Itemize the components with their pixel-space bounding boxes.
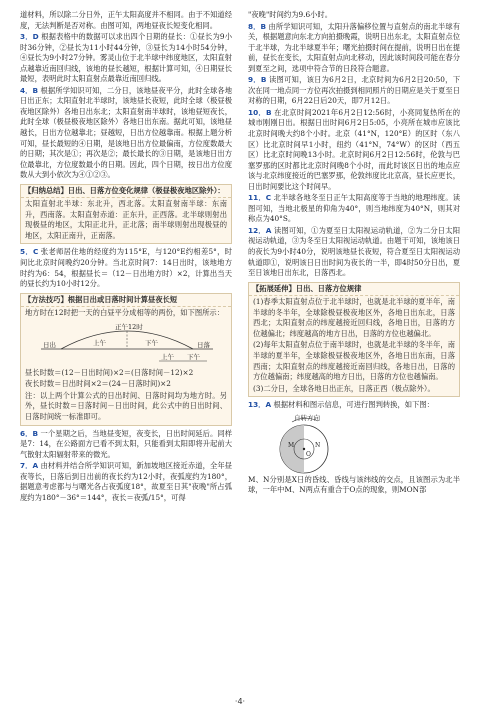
answer-text: 一个星期之后，当地昼变短，夜变长，日出时间延后。同样是7：14，在公路面方已看不到太阳，只能看到太阳即将升起前大气散射太阳辐射带来的微光。 [20, 428, 233, 459]
answer-10 [248, 108, 460, 192]
paragraph: 道材料，所以除二分日外，正午太阳高度并不相同。由于不知道经度，无法判断是否对称。由图可知，两地昼夜长短变化相同。 [20, 10, 232, 30]
sunrise-label: 日出 [43, 340, 56, 349]
answer-text: 读图可知，①为夏至日太阳视运动轨道，②为二分日太阳视运动轨道，③为冬至日太阳视运动轨道。由题干可知，该地该日的夜长为9小时40分，说明该地昼长夜短，符合夏至日太阳视运动轨道即①，说明该日日出时间为夜长的一半，即4时50分日出，夏至日该地日出东北，日落西北。 [248, 225, 460, 278]
method-box-intro: 地方时在12时把一天的白昼平分成相等的两份，如下图所示： [25, 308, 225, 318]
sunset-label: 日落 [197, 340, 210, 349]
document-page [20, 10, 460, 696]
method-box-title: 【方法技巧】根据日出或日落时间计算昼夜长短 [21, 294, 231, 308]
answer-text: 根据表格中的数据可以求出四个日期的昼长：①昼长为9小时36分钟，②昼长为11小时44分钟，③昼长为14小时54分钟，④昼长为9小时27分钟。雾灵山位于北半球中纬度地区，太阳直射点越靠近南回归线，该地的昼长越短，根据计算可知，④日期昼长最短，表明此时太阳直射点最靠近南回归线。 [20, 32, 232, 84]
extension-rule-1: (1)春季太阳直射点位于北半球时，也就是北半球的夏半年，南半球的冬半年，全球除极昼极夜地区外，各地日出东北，日落西北；太阳直射点的纬度越接近回归线，各地日出，日落的方位越偏北；纬度越高的地方日出，日落的方位也越偏北。 [253, 297, 455, 338]
method-note: 注：以上两个计算公式的日出时间、日落时间均为地方时。另外，昼长时数＝日落时间－日出时间，此公式中的日出时间、日落时间统一标准即可。 [25, 390, 227, 421]
answer-number: 5．C [20, 247, 39, 257]
answer-5 [20, 247, 232, 289]
answer-text: 读图可知，该日为6月2日，北京时间为6月2日20:50，下次在同一地点同一方位再次拍摄到相同照片的日期应是关于夏至日对称的日期，6月22日后20天，即7月12日。 [248, 75, 461, 106]
answer-text: 由材料并结合所学知识可知，新加坡地区接近赤道，全年昼夜等长，日落后到日出前的夜长约为12小时，夜弧度约为180°，据题意考虑都与与曙光各占夜弧度18°，故夏至日其"夜晚"所占弧度约为180°－36°＝144°，夜长＝夜弧/15°，可得 [20, 461, 232, 502]
am-label-2: 上午 [161, 352, 174, 361]
paragraph-end: M、N分别是X日的昏线、昏线与该纬线的交点，且该图示为北半球，一年中M、N两点有重合于O点的现象，则MON部 [248, 474, 460, 495]
answer-9 [248, 75, 460, 107]
point-n-label: N [315, 441, 321, 449]
answer-number: 12．A [248, 225, 272, 235]
pm-label-2: 下午 [187, 352, 200, 361]
answer-text: 由所学知识可知，太阳升落偏移位置与直射点的南北半球有关，根据题意向东北方向拍摄晚霞，说明日出东北，太阳直射点位于北半球，为北半球夏半年；曙光拍摄时间在提前，说明日出在提前，昼长在变长，太阳直射点向北移动，因此该时间段可能在春分到夏至之间，选项中符合节的日段符合题意。 [248, 21, 461, 73]
answer-12 [248, 226, 460, 279]
answer-6 [20, 429, 232, 461]
pm-label: 下午 [145, 338, 158, 347]
am-label: 上午 [93, 338, 106, 347]
left-column [20, 10, 232, 504]
answer-number: 13．A [248, 400, 272, 410]
answer-number: 6．B [20, 428, 39, 438]
extension-rule-3: (3)二分日，全球各地日出正东，日落正西（极点除外）。 [253, 383, 435, 393]
answer-number: 8．B [248, 21, 267, 31]
day-arc-diagram [21, 321, 233, 367]
method-box [20, 293, 232, 426]
center-point [303, 447, 305, 449]
answer-number: 10．B [248, 107, 272, 117]
rotation-direction-label: 自转方向 [294, 413, 320, 422]
answer-text: 张老师居住地的经度约为115°E，与120°E约相差5°，时间比北京时间晚约20分钟。当北京时间7：14日出时，该地地方时约为6：54，根据昼长＝（12－日出地方时）×2，计算出当天的昼长约为10小时12分。 [20, 247, 232, 289]
paragraph: "夜晚"时间约为9.6小时。 [248, 10, 332, 19]
globe-diagram [248, 413, 460, 475]
method-formula-1: 昼长时数＝(12－日出时间)×2＝(日落时间－12)×2 [25, 367, 194, 377]
extension-rule-2: (2)每年太阳直射点位于南半球时，也就是北半球的冬半年，南半球的夏半年，全球除极昼极夜地区外，各地日出东南，日落西南；太阳直射点的纬度越接近南回归线，各地日出，日落的方位越偏南；纬度越高的地方日出，日落的方位也越偏南。 [253, 340, 455, 382]
point-m-label: M [288, 441, 295, 449]
answer-7 [20, 461, 232, 503]
answer-text: 在北京时间2021年6月2日12:56时，小亮同复热所在的城市刚刚日出。根据日出时间6月2日5:05，小亮所在城市应该比北京时间晚大约8个小时。北京（41°N，120°E）的区时（东八区）比北京时间早1小时，纽约（41°N，74°W）的区时（西五区）比北京时间晚13小时。北京时间6月2日12:56时，伦敦与巴塞罗那的区时都比北京时间晚8个小时，而此时该区日出的地点应该与北京纬度接近的巴塞罗那，伦敦纬度比北京高，昼长应更长，日出时间要比这个时间早。 [248, 107, 461, 191]
answer-13 [248, 400, 460, 411]
answer-text: 根据材料和图示信息，可进行图判转换，如下图： [273, 400, 434, 410]
answer-11 [248, 193, 460, 225]
night-hemisphere [280, 425, 304, 473]
summary-box [20, 184, 232, 245]
point-o-label: O [306, 450, 311, 458]
answer-text: 北半球各地冬至日正午太阳高度等于当地的地理纬度。读图可知，当地北极星的仰角为40°，则当地纬度为40°N，则其对称点为40°S。 [248, 193, 460, 224]
answer-3 [20, 32, 232, 85]
right-column [248, 10, 460, 497]
answer-number: 3．D [20, 32, 39, 42]
answer-number: 7．A [20, 461, 39, 471]
answer-4 [20, 86, 232, 181]
answer-8 [248, 22, 460, 75]
answer-number: 4．B [20, 85, 39, 95]
answer-text: 根据所学知识可知，二分日，该地昼夜平分，此时全球各地日出正东；太阳直射北半球时，该地昼长夜短，此时全球（极昼极夜地区除外）各地日出东北；太阳直射南半球时，该地昼短夜长，此时全球（极昼极夜地区除外）各地日出东南。据此可知，该地昼越长，日出方位越靠北；昼越短，日出方位越靠南。根据上题分析可知，昼长最短的④日期，是该地日出方位最偏南，方位度数最大的日期；其次是①；再次是②；最长最长的③日期，是该地日出方位最靠北，方位度数最小的日期。因此，四个日期，按日出方位度数从大到小依次为④①②③。 [20, 85, 233, 180]
answer-number: 9．B [248, 75, 267, 85]
noon-label: 正午12时 [115, 322, 143, 331]
extension-box [248, 282, 460, 397]
method-formula-2: 夜长时数＝日出时间×2＝(24－日落时间)×2 [25, 379, 171, 389]
summary-box-text: 太阳直射北半球：东北升，西北落。太阳直射南半球：东南升，西南落。太阳直射赤道：正东升，正西落。北半球则射出现极昼的地区，太阳正北升，正北落；南半球则射出现极昼的地区，太阳正南升，正南落。 [25, 199, 227, 240]
page-number: ·4· [234, 697, 246, 706]
answer-number: 11．C [248, 193, 272, 203]
extension-box-title: 【拓展延伸】日出、日落方位规律 [249, 283, 459, 297]
summary-box-title: 【归纳总结】日出、日落方位变化规律（极昼极夜地区除外）： [21, 185, 231, 199]
